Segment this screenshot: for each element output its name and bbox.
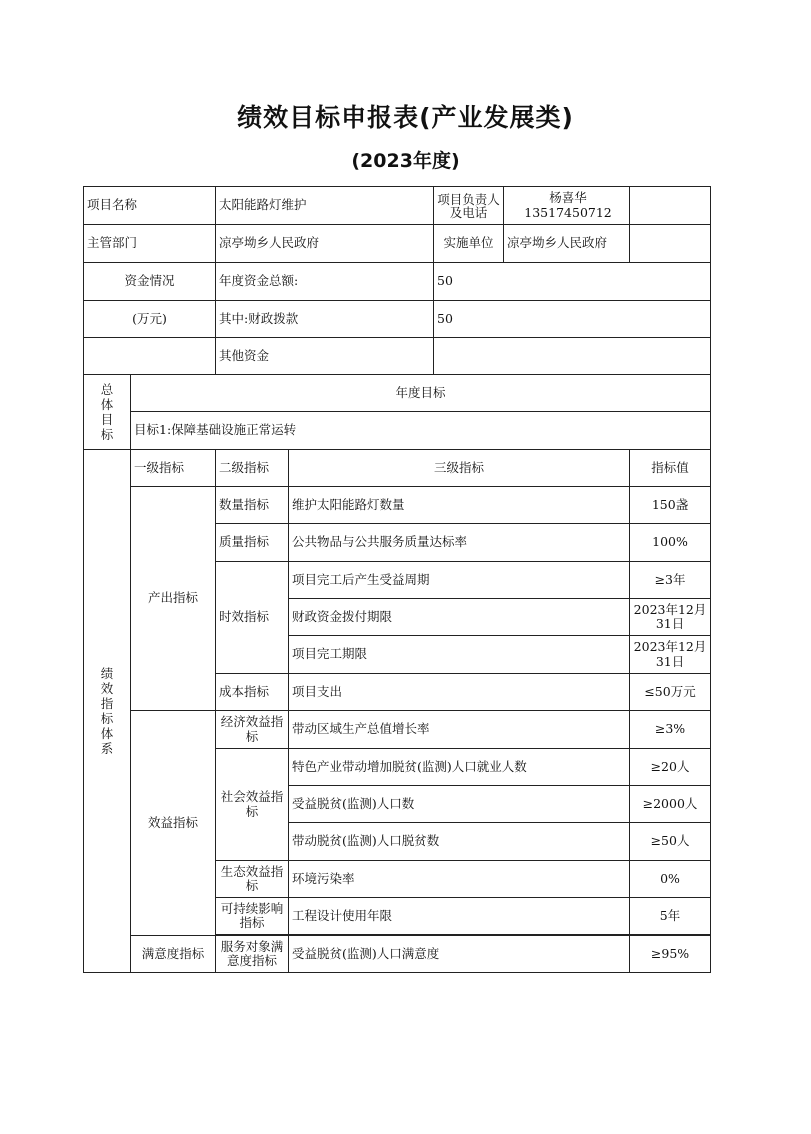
l3-cell: 公共物品与公共服务质量达标率 bbox=[289, 524, 630, 562]
perf-system-label: 绩效指标体系 bbox=[84, 450, 131, 973]
l3-cell: 受益脱贫(监测)人口数 bbox=[289, 786, 630, 823]
page-subtitle: (2023年度) bbox=[351, 150, 460, 172]
l2-cell: 社会效益指标 bbox=[216, 749, 289, 861]
row-perf-header bbox=[84, 450, 711, 487]
l2-cell: 数量指标 bbox=[216, 487, 289, 524]
row-fund-total bbox=[84, 263, 711, 301]
goal-text: 目标1:保障基础设施正常运转 bbox=[131, 412, 711, 450]
output-indicator-label: 产出指标 bbox=[131, 487, 216, 711]
fund-other-value bbox=[434, 338, 711, 375]
l3-cell: 工程设计使用年限 bbox=[289, 898, 630, 935]
project-name-value: 太阳能路灯维护 bbox=[216, 187, 434, 225]
year-goal-label: 年度目标 bbox=[131, 375, 711, 412]
page-title: 绩效目标申报表(产业发展类) bbox=[237, 103, 574, 132]
dept-label: 主管部门 bbox=[84, 225, 216, 263]
fund-other-label: 其他资金 bbox=[216, 338, 434, 375]
value-cell: 2023年12月31日 bbox=[630, 599, 711, 636]
l3-cell: 特色产业带动增加脱贫(监测)人口就业人数 bbox=[289, 749, 630, 786]
value-cell: 0% bbox=[630, 861, 711, 898]
row-fund-other bbox=[84, 338, 711, 375]
satisfaction-indicator-label: 满意度指标 bbox=[131, 936, 216, 973]
project-name-label: 项目名称 bbox=[84, 187, 216, 225]
value-cell: 5年 bbox=[630, 898, 711, 935]
l2-cell: 可持续影响指标 bbox=[216, 898, 289, 935]
l2-cell: 质量指标 bbox=[216, 524, 289, 562]
fund-total-label: 年度资金总额: bbox=[216, 263, 434, 301]
value-cell: 100% bbox=[630, 524, 711, 562]
benefit-indicator-label: 效益指标 bbox=[131, 711, 216, 936]
l3-cell: 项目完工期限 bbox=[289, 636, 630, 674]
l2-cell: 服务对象满意度指标 bbox=[216, 936, 289, 973]
value-cell: ≥95% bbox=[630, 936, 711, 973]
value-cell: ≥2000人 bbox=[630, 786, 711, 823]
row-year-goal-header bbox=[84, 375, 711, 412]
fund-label: 资金情况 bbox=[84, 263, 216, 301]
head-val: 指标值 bbox=[630, 450, 711, 487]
l2-cell: 时效指标 bbox=[216, 562, 289, 674]
dept-value: 凉亭坳乡人民政府 bbox=[216, 225, 434, 263]
value-cell: 2023年12月31日 bbox=[630, 636, 711, 674]
fund-unit: (万元) bbox=[84, 301, 216, 338]
performance-form-table bbox=[83, 186, 711, 973]
l3-cell: 维护太阳能路灯数量 bbox=[289, 487, 630, 524]
overall-goal-label: 总体目标 bbox=[84, 375, 131, 450]
impl-label: 实施单位 bbox=[434, 225, 504, 262]
row-goal bbox=[84, 412, 711, 450]
value-cell: ≤50万元 bbox=[630, 674, 711, 711]
head-l3: 三级指标 bbox=[289, 450, 630, 487]
value-cell: 150盏 bbox=[630, 487, 711, 524]
l2-cell: 经济效益指标 bbox=[216, 711, 289, 749]
row-fund-fiscal bbox=[84, 301, 711, 338]
l3-cell: 财政资金拨付期限 bbox=[289, 599, 630, 636]
table-row bbox=[84, 711, 711, 749]
l3-cell: 环境污染率 bbox=[289, 861, 630, 898]
row-dept bbox=[84, 225, 711, 263]
l3-cell: 带动脱贫(监测)人口脱贫数 bbox=[289, 823, 630, 861]
l3-cell: 带动区域生产总值增长率 bbox=[289, 711, 630, 749]
l2-cell: 生态效益指标 bbox=[216, 861, 289, 898]
l2-cell: 成本指标 bbox=[216, 674, 289, 711]
l3-cell: 项目支出 bbox=[289, 674, 630, 711]
value-cell: ≥3% bbox=[630, 711, 711, 749]
fund-fiscal-value: 50 bbox=[434, 301, 711, 338]
head-l2: 二级指标 bbox=[216, 450, 289, 487]
fund-fiscal-label: 其中:财政拨款 bbox=[216, 301, 434, 338]
l3-cell: 受益脱贫(监测)人口满意度 bbox=[289, 936, 630, 973]
impl-value: 凉亭坳乡人民政府 bbox=[507, 235, 608, 251]
fund-total-value: 50 bbox=[434, 263, 711, 301]
row-project bbox=[84, 187, 711, 225]
value-cell: ≥50人 bbox=[630, 823, 711, 861]
table-row bbox=[84, 936, 711, 973]
l3-cell: 项目完工后产生受益周期 bbox=[289, 562, 630, 599]
leader-value: 杨喜华13517450712 bbox=[524, 190, 612, 220]
table-row bbox=[84, 487, 711, 524]
value-cell: ≥3年 bbox=[630, 562, 711, 599]
head-l1: 一级指标 bbox=[131, 450, 216, 487]
leader-label: 项目负责人及电话 bbox=[434, 187, 504, 224]
value-cell: ≥20人 bbox=[630, 749, 711, 786]
